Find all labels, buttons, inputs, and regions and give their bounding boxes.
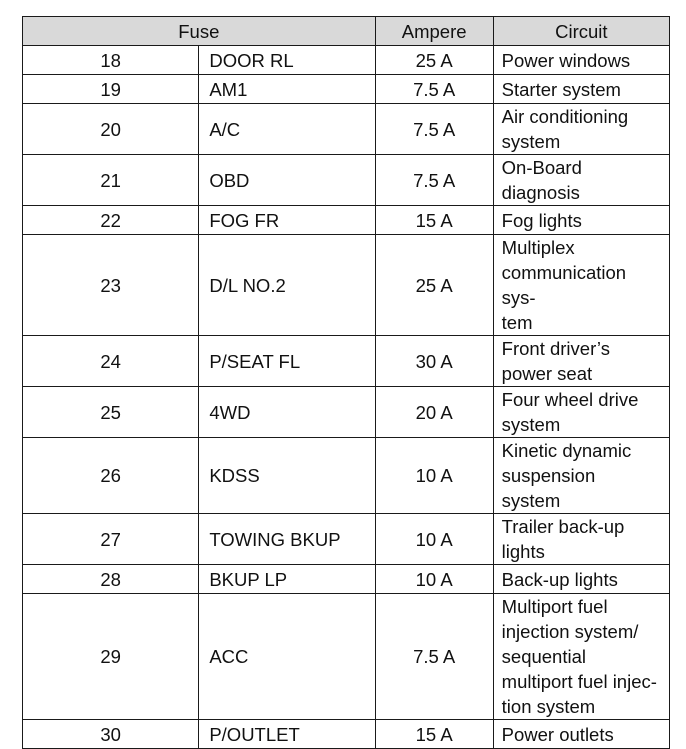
circuit-cell [493, 155, 669, 206]
fuse-name-cell: FOG FR [199, 206, 375, 235]
ampere-cell: 7.5 A [375, 75, 493, 104]
table-row [23, 235, 670, 336]
circuit-line: On-Board diagnosis [501, 157, 582, 203]
circuit-line: system [501, 490, 561, 511]
fuse-number-cell: 28 [23, 565, 199, 594]
fuse-name-cell: KDSS [199, 438, 375, 514]
ampere-cell: 20 A [375, 387, 493, 438]
ampere-cell: 10 A [375, 514, 493, 565]
table-row [23, 104, 670, 155]
circuit-line: Power windows [501, 49, 631, 71]
ampere-cell: 10 A [375, 438, 493, 514]
circuit-cell [493, 514, 669, 565]
fuse-number-cell: 27 [23, 514, 199, 565]
fuse-number-cell: 19 [23, 75, 199, 104]
circuit-cell [493, 594, 669, 720]
circuit-cell [493, 336, 669, 387]
circuit-cell [493, 46, 669, 75]
fuse-number-cell: 24 [23, 336, 199, 387]
circuit-line: sequential multiport fuel injec- [501, 646, 657, 692]
ampere-cell: 7.5 A [375, 104, 493, 155]
table-row [23, 155, 670, 206]
fuse-name-cell: P/OUTLET [199, 720, 375, 749]
circuit-cell [493, 206, 669, 235]
ampere-cell: 25 A [375, 46, 493, 75]
ampere-cell: 15 A [375, 720, 493, 749]
circuit-line: Trailer back-up lights [501, 516, 625, 562]
circuit-line: Fog lights [501, 209, 582, 231]
fuse-name-cell: TOWING BKUP [199, 514, 375, 565]
ampere-cell: 10 A [375, 565, 493, 594]
circuit-line: Four wheel drive system [501, 389, 639, 435]
circuit-cell [493, 104, 669, 155]
ampere-cell: 25 A [375, 235, 493, 336]
circuit-line: Kinetic dynamic suspension [501, 440, 632, 486]
ampere-cell: 7.5 A [375, 155, 493, 206]
fuse-name-cell: AM1 [199, 75, 375, 104]
circuit-line: Multiplex communication sys- [501, 237, 627, 308]
header-row [23, 17, 670, 46]
table-row [23, 720, 670, 749]
circuit-line: Power outlets [501, 723, 614, 745]
fuse-number-cell: 20 [23, 104, 199, 155]
table-row [23, 75, 670, 104]
fuse-name-cell: D/L NO.2 [199, 235, 375, 336]
table-row [23, 514, 670, 565]
circuit-line: tem [501, 312, 533, 333]
table-row [23, 387, 670, 438]
fuse-table [22, 16, 670, 749]
table-row [23, 565, 670, 594]
fuse-name-cell: P/SEAT FL [199, 336, 375, 387]
ampere-cell: 15 A [375, 206, 493, 235]
circuit-cell [493, 565, 669, 594]
fuse-number-cell: 25 [23, 387, 199, 438]
fuse-number-cell: 29 [23, 594, 199, 720]
table-row [23, 336, 670, 387]
table-row [23, 438, 670, 514]
circuit-cell [493, 75, 669, 104]
fuse-number-cell: 21 [23, 155, 199, 206]
header-fuse: Fuse [23, 17, 376, 46]
header-circuit: Circuit [493, 17, 669, 46]
circuit-line: Air conditioning system [501, 106, 629, 152]
circuit-line: Back-up lights [501, 568, 618, 590]
table-row [23, 594, 670, 720]
circuit-cell [493, 438, 669, 514]
table-row [23, 206, 670, 235]
fuse-name-cell: DOOR RL [199, 46, 375, 75]
circuit-cell [493, 387, 669, 438]
fuse-name-cell: 4WD [199, 387, 375, 438]
circuit-line: Starter system [501, 78, 621, 100]
fuse-name-cell: BKUP LP [199, 565, 375, 594]
table-body [23, 46, 670, 749]
circuit-cell [493, 720, 669, 749]
fuse-name-cell: ACC [199, 594, 375, 720]
fuse-number-cell: 30 [23, 720, 199, 749]
fuse-number-cell: 18 [23, 46, 199, 75]
circuit-line: Front driver’s power seat [501, 338, 610, 384]
fuse-number-cell: 26 [23, 438, 199, 514]
fuse-number-cell: 23 [23, 235, 199, 336]
fuse-name-cell: OBD [199, 155, 375, 206]
circuit-cell [493, 235, 669, 336]
circuit-line: tion system [501, 696, 596, 717]
circuit-line: Multiport fuel injection system/ [501, 596, 639, 642]
ampere-cell: 7.5 A [375, 594, 493, 720]
header-ampere: Ampere [375, 17, 493, 46]
table-row [23, 46, 670, 75]
table-header [23, 17, 670, 46]
fuse-name-cell: A/C [199, 104, 375, 155]
fuse-number-cell: 22 [23, 206, 199, 235]
ampere-cell: 30 A [375, 336, 493, 387]
